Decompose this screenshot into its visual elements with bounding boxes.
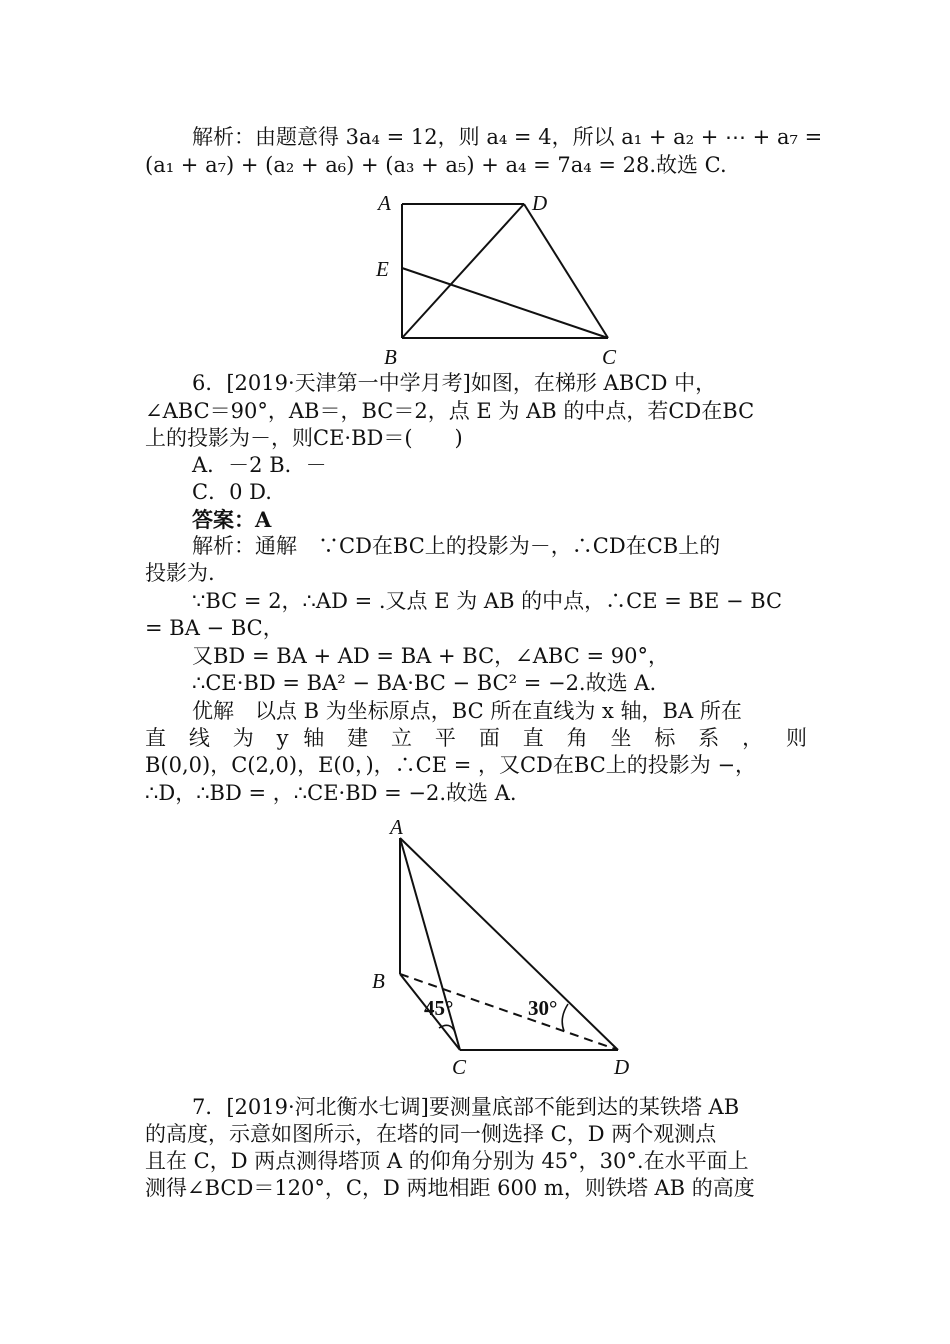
problem6-answer: 答案：A (192, 507, 272, 532)
label-b: B (372, 969, 385, 993)
angle-c-label: 45° (424, 996, 454, 1020)
problem6-sol5: 又BD = BA + AD = BA + BC，∠ABC = 90°， (192, 644, 669, 668)
problem6-sol1: 解析：通解 ∵CD在BC上的投影为－，∴CD在CB上的 (192, 534, 721, 558)
problem6-sol6: ∴CE·BD = BA² − BA·BC − BC² = −2.故选 A. (192, 671, 657, 695)
problem6-line3: 上的投影为－，则CE·BD＝( ) (145, 426, 463, 450)
problem7-line2: 的高度，示意如图所示，在塔的同一侧选择 C，D 两个观测点 (145, 1122, 717, 1146)
problem7-line1: 7．[2019·河北衡水七调]要测量底部不能到达的某铁塔 AB (192, 1095, 740, 1119)
label-e: E (376, 257, 389, 281)
label-c: C (602, 345, 617, 369)
problem6-sol8: 直 线 为 y 轴 建 立 平 面 直 角 坐 标 系 ， 则 (145, 726, 807, 750)
problem6-options-cd: C．0 D. (192, 480, 272, 504)
problem7-line4: 测得∠BCD＝120°，C，D 两地相距 600 m，则铁塔 AB 的高度 (145, 1176, 755, 1200)
angle-d-arc (562, 1004, 568, 1031)
problem6-line2: ∠ABC＝90°，AB＝，BC＝2，点 E 为 AB 的中点，若CD在BC (145, 399, 755, 423)
problem6-sol3: ∵BC = 2，∴AD = .又点 E 为 AB 的中点，∴CE = BE − BC (192, 589, 783, 613)
angle-d-label: 30° (528, 996, 558, 1020)
problem6-options-ab: A．－2 B．－ (192, 453, 327, 477)
label-b: B (384, 345, 397, 369)
solution5-line1: 解析：由题意得 3a₄ = 12，则 a₄ = 4，所以 a₁ + a₂ + ⋯ + a₇ = (192, 125, 823, 149)
trapezoid-figure (370, 186, 630, 370)
problem7-line3: 且在 C，D 两点测得塔顶 A 的仰角分别为 45°，30°.在水平面上 (145, 1149, 749, 1173)
segment-bd (402, 204, 524, 338)
problem6-sol2: 投影为. (145, 561, 215, 585)
problem6-sol7: 优解 以点 B 为坐标原点，BC 所在直线为 x 轴，BA 所在 (192, 699, 742, 723)
segment-dc (524, 204, 608, 338)
label-d: D (532, 191, 548, 215)
problem6-sol10: ∴D，∴BD = ，∴CE·BD = −2.故选 A. (145, 781, 517, 805)
solution5-line2: (a₁ + a₇) + (a₂ + a₆) + (a₃ + a₅) + a₄ = 7a₄ = 28.故选 C. (145, 153, 727, 177)
problem6-sol9: B(0,0)，C(2,0)，E(0，)，∴CE = ，又CD在BC上的投影为 −， (145, 753, 757, 777)
label-c: C (452, 1055, 467, 1079)
problem6-sol4: = BA − BC， (145, 616, 284, 640)
problem6-line1: 6．[2019·天津第一中学月考]如图，在梯形 ABCD 中， (192, 371, 717, 395)
label-a: A (378, 191, 391, 215)
label-a: A (390, 815, 403, 839)
label-d: D (614, 1055, 630, 1079)
tower-figure (360, 814, 650, 1082)
